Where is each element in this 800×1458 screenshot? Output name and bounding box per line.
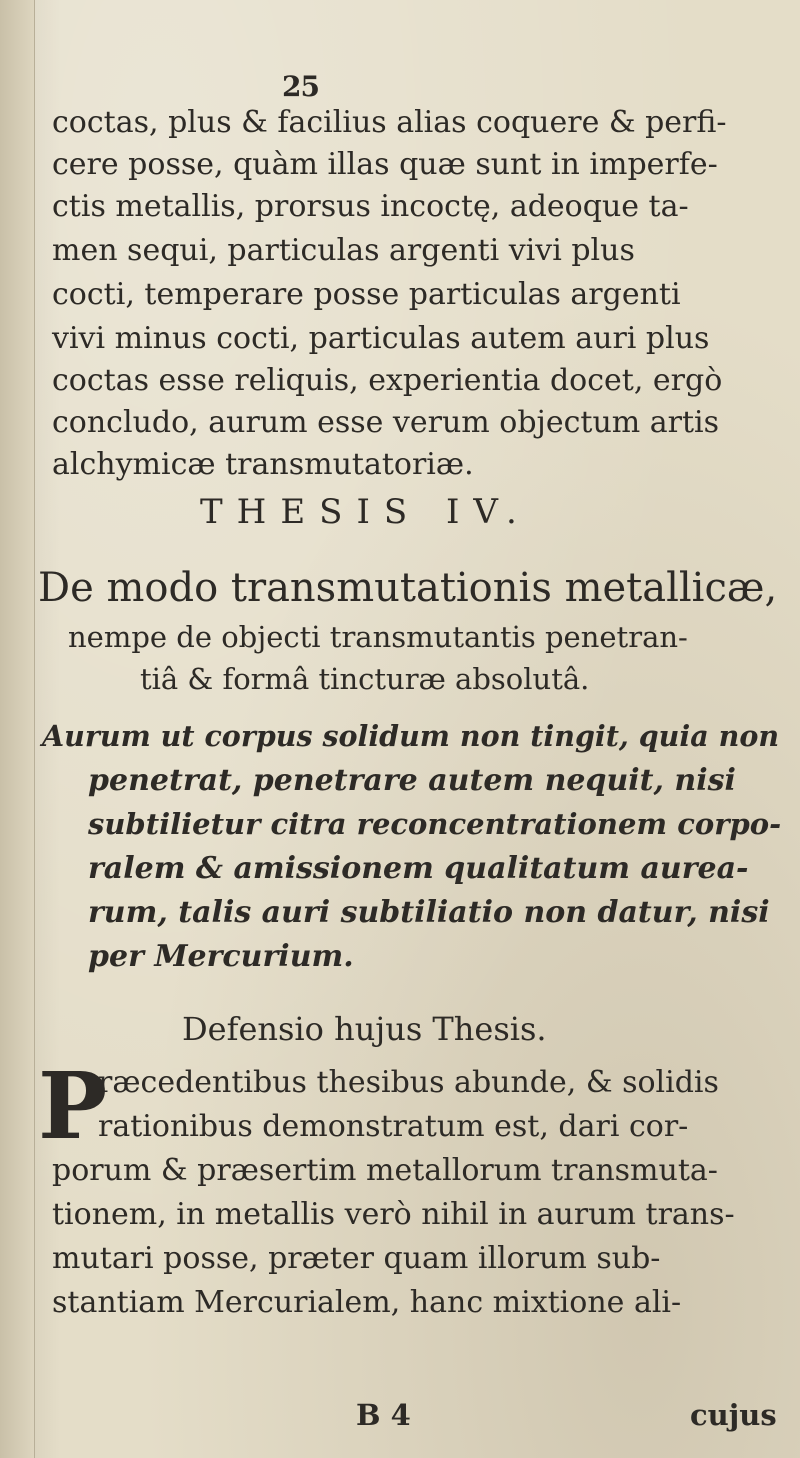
italic-line: rum, talis auri subtiliatio non datur, nisi: [88, 895, 770, 930]
text-line: coctas esse reliquis, experientia docet, ergò: [52, 363, 723, 398]
text-line: rationibus demonstratum est, dari cor-: [98, 1109, 689, 1144]
drop-cap: P: [38, 1052, 108, 1160]
text-line: mutari posse, præter quam illorum sub-: [52, 1241, 661, 1276]
section-headline: De modo transmutationis metallicæ,: [38, 565, 778, 611]
text-line: men sequi, particulas argenti vivi plus: [52, 233, 635, 268]
italic-line: penetrat, penetrare autem nequit, nisi: [88, 763, 736, 798]
italic-line: Aurum ut corpus solidum non tingit, quia non: [42, 719, 780, 753]
catchword: cujus: [690, 1398, 777, 1432]
text-line: porum & præsertim metallorum transmuta-: [52, 1153, 718, 1188]
text-line: coctas, plus & facilius alias coquere & perfi-: [52, 105, 727, 140]
signature-mark: B 4: [356, 1398, 411, 1432]
text-line: alchymicæ transmutatoriæ.: [52, 447, 474, 482]
italic-line: per Mercurium.: [88, 939, 354, 974]
text-line: concludo, aurum esse verum objectum artis: [52, 405, 720, 440]
text-line: vivi minus cocti, particulas autem auri plus: [52, 321, 710, 356]
text-line: tionem, in metallis verò nihil in aurum trans-: [52, 1197, 735, 1232]
italic-line: ralem & amissionem qualitatum aurea-: [88, 851, 749, 886]
italic-line: subtilietur citra reconcentrationem corpo-: [88, 807, 782, 841]
thesis-heading: THESIS IV.: [200, 492, 531, 532]
binding-gutter: [0, 0, 35, 1458]
text-line: ctis metallis, prorsus incoctę, adeoque ta-: [52, 189, 689, 224]
headline-subline: tiâ & formâ tincturæ absolutâ.: [140, 662, 590, 696]
headline-subline: nempe de objecti transmutantis penetran-: [68, 620, 688, 654]
text-line: cere posse, quàm illas quæ sunt in imperfe-: [52, 147, 718, 182]
page-number: 25: [282, 70, 319, 103]
text-line: ræcedentibus thesibus abunde, & solidis: [98, 1065, 719, 1100]
defensio-heading: Defensio hujus Thesis.: [182, 1010, 547, 1048]
text-line: stantiam Mercurialem, hanc mixtione ali-: [52, 1285, 682, 1320]
text-line: cocti, temperare posse particulas argenti: [52, 277, 681, 312]
